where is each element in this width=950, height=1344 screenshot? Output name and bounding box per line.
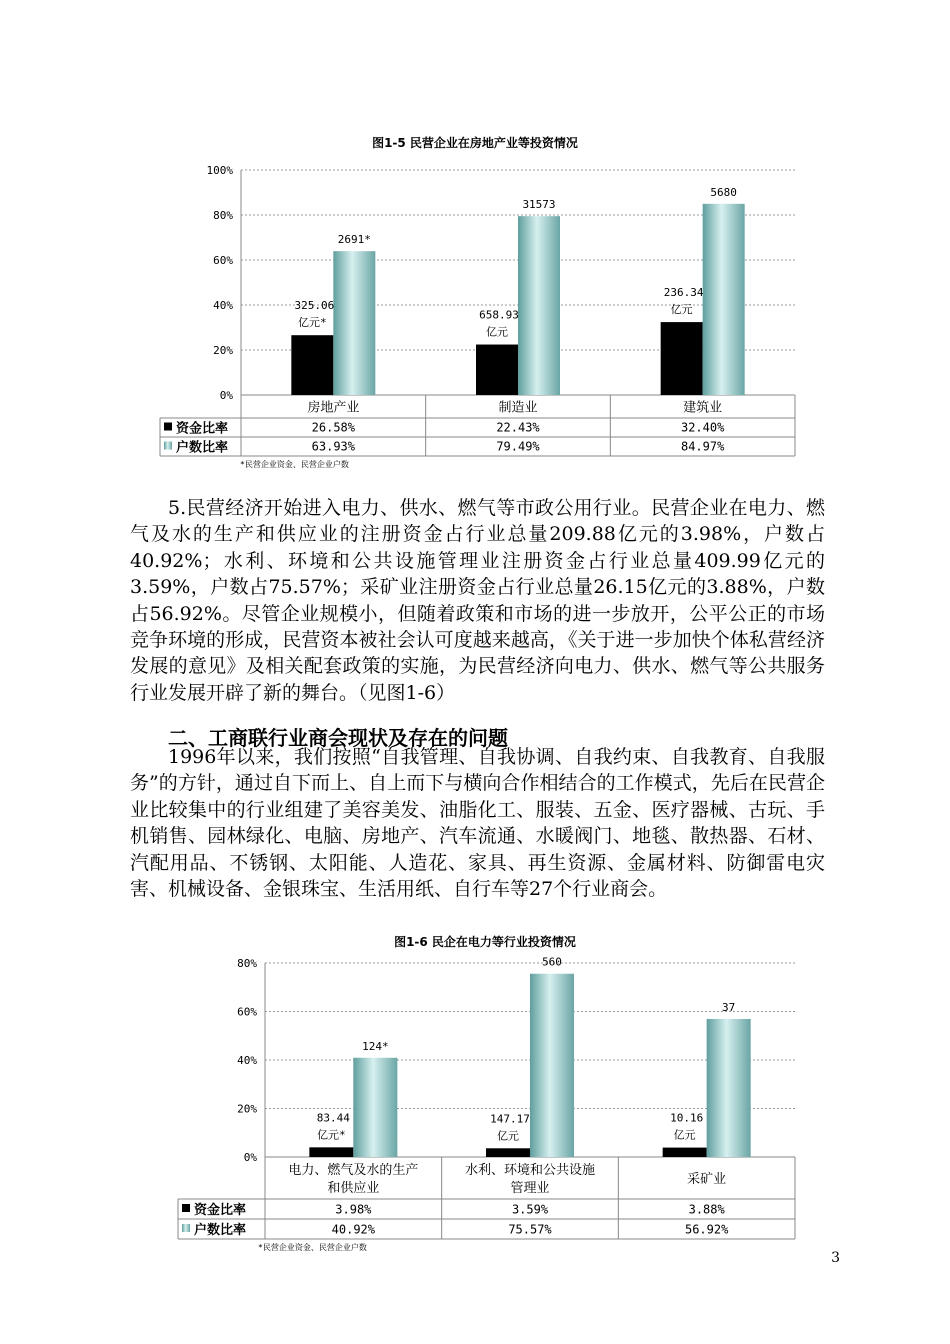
table-cell-household: 79.49% (496, 439, 540, 454)
table-cell-household: 56.92% (684, 1222, 729, 1237)
bar-household-ratio (518, 216, 560, 395)
category-label: 建筑业 (683, 400, 723, 416)
table-cell-capital: 26.58% (311, 420, 356, 435)
bar-label-capital: 236.34 (663, 286, 704, 300)
category-label: 电力、燃气及水的生产 (288, 1163, 419, 1178)
bar-label-capital: 658.93 (479, 308, 519, 322)
y-tick-label: 20% (237, 1102, 257, 1116)
bar-household-ratio (707, 1019, 751, 1157)
category-label: 房地产业 (307, 400, 360, 416)
paragraph-chambers: 1996年以来，我们按照“自我管理、自我协调、自我约束、自我教育、自我服务”的方针，通过自下而上、自上而下与横向合作相结合的工作模式，先后在民营企业比较集中的行业组建了美容美发、油脂化工、服装、五金、医疗器械、古玩、手机销售、园林绿化、电脑、房地产、汽车流通、水暖阀门、地毯、散热器、石材、汽配用品、不锈钢、太阳能、人造花、家具、再生资源、金属材料、防御雷电灾害、机械设备、金银珠宝、生活用纸、自行车等27个行业商会。 (130, 746, 825, 901)
bar-label-capital-unit: 亿元* (298, 316, 327, 330)
table-cell-capital: 3.59% (511, 1202, 549, 1217)
table-cell-household: 63.93% (311, 439, 356, 454)
y-tick-label: 80% (213, 209, 233, 222)
y-tick-label: 20% (213, 344, 233, 357)
y-tick-label: 60% (213, 254, 233, 267)
table-cell-household: 40.92% (331, 1222, 376, 1237)
bar-label-household: 5680 (710, 185, 737, 199)
bar-label-household: 560 (542, 955, 562, 969)
bar-capital-ratio (663, 1148, 707, 1157)
row-label-capital: 资金比率 (176, 421, 229, 437)
bar-household-ratio (703, 204, 745, 395)
bar-capital-ratio (309, 1147, 353, 1157)
table-cell-capital: 22.43% (496, 420, 540, 435)
chart-footnote: *民营企业资金、民营企业户数 (258, 1243, 367, 1252)
table-cell-capital: 3.98% (335, 1202, 372, 1217)
y-tick-label: 100% (206, 164, 233, 177)
table-cell-capital: 32.40% (680, 420, 725, 435)
row-label-household: 户数比率 (194, 1223, 247, 1238)
bar-household-ratio (530, 974, 574, 1157)
y-tick-label: 0% (243, 1151, 257, 1164)
y-tick-label: 80% (237, 957, 257, 970)
paragraph-power-industry: 5.民营经济开始进入电力、供水、燃气等市政公用行业。民营企业在电力、燃气及水的生产和供应业的注册资金占行业总量209.88亿元的3.98%，户数占40.92%；水利、环境和公共设施管理业注册资金占行业总量409.99亿元的3.59%，户数占75.57%；采矿业注册资金占行业总量26.15亿元的3.88%，户数占56.92%。尽管企业规模小，但随着政策和市场的进一步放开，公平公正的市场竞争环境的形成，民营资本被社会认可度越来越高，《关于进一步加快个体私营经济发展的意见》及相关配套政策的实施，为民营经济向电力、供水、燃气等公共服务行业发展开辟了新的舞台。（见图1-6） (130, 497, 825, 704)
chart2-title: 图1-6 民企在电力等行业投资情况 (394, 935, 576, 949)
bar-label-capital-unit: 亿元 (673, 1128, 696, 1142)
bar-label-capital: 10.16 (670, 1111, 704, 1125)
legend-key-household (182, 1224, 190, 1232)
legend-key-capital (182, 1204, 190, 1212)
row-label-capital: 资金比率 (194, 1203, 247, 1218)
category-label-line2: 和供应业 (327, 1181, 380, 1196)
table-cell-capital: 3.88% (688, 1202, 725, 1217)
category-label: 水利、环境和公共设施 (464, 1163, 596, 1178)
bar-capital-ratio (486, 1148, 530, 1157)
bar-label-household: 31573 (522, 198, 556, 212)
bar-label-capital-unit: 亿元* (317, 1128, 346, 1142)
table-cell-household: 75.57% (508, 1222, 552, 1237)
y-tick-label: 60% (237, 1005, 257, 1019)
bar-label-household: 124* (362, 1039, 389, 1053)
category-label: 采矿业 (687, 1172, 727, 1187)
bar-capital-ratio (476, 345, 518, 395)
section-heading: 二、工商联行业商会现状及存在的问题 (168, 726, 508, 750)
bar-label-capital-unit: 亿元 (486, 325, 508, 339)
page-number: 3 (831, 1250, 840, 1266)
bar-label-capital: 83.44 (316, 1111, 350, 1125)
bar-label-capital: 147.17 (490, 1112, 530, 1126)
bar-label-household: 37 (722, 1000, 736, 1014)
bar-household-ratio (333, 251, 375, 395)
category-label-line2: 管理业 (510, 1181, 550, 1196)
chart1-title: 图1-5 民营企业在房地产业等投资情况 (372, 136, 578, 150)
bar-label-capital: 325.06 (294, 299, 335, 313)
bar-label-household: 2691* (337, 233, 371, 247)
chart-footnote: *民营企业资金、民营企业户数 (240, 460, 349, 469)
y-tick-label: 0% (219, 389, 233, 402)
y-tick-label: 40% (237, 1054, 257, 1067)
bar-label-capital-unit: 亿元 (497, 1129, 519, 1143)
bar-label-capital-unit: 亿元 (670, 303, 693, 317)
bar-household-ratio (353, 1058, 397, 1157)
legend-key-capital (164, 423, 172, 431)
bar-capital-ratio (661, 322, 703, 395)
row-label-household: 户数比率 (176, 440, 229, 456)
category-label: 制造业 (498, 400, 538, 416)
table-cell-household: 84.97% (680, 439, 725, 454)
bar-capital-ratio (291, 335, 333, 395)
legend-key-household (164, 442, 172, 450)
y-tick-label: 40% (213, 299, 233, 312)
chart1 (0, 0, 950, 480)
